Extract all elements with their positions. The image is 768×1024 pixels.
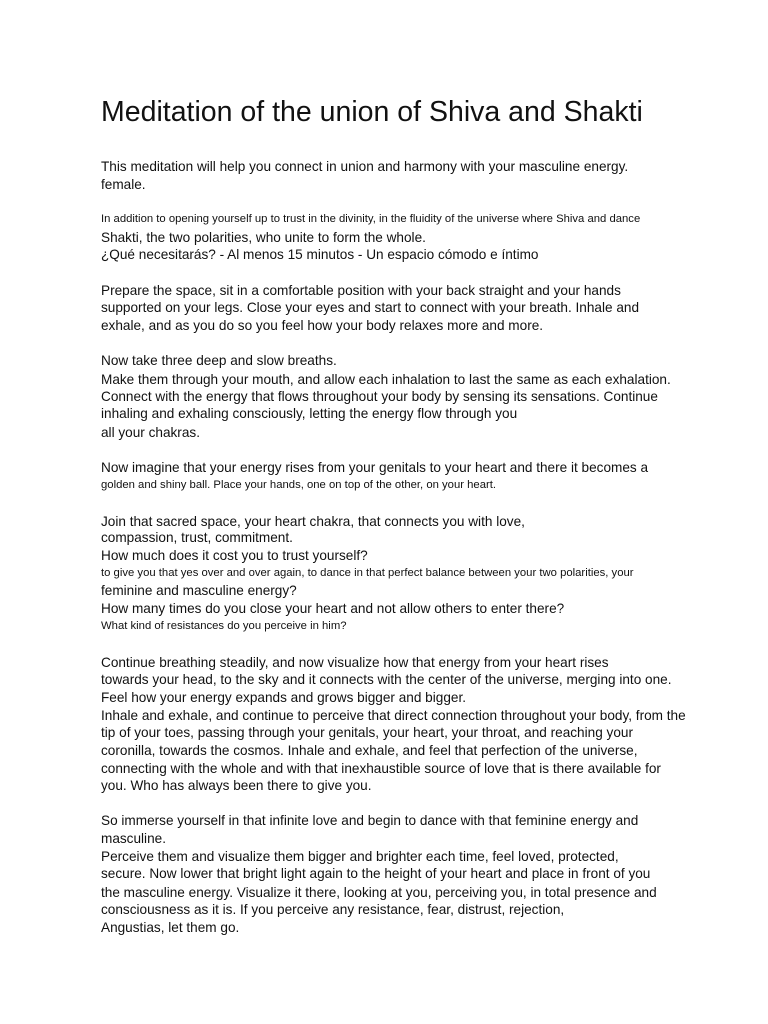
body-text-line: secure. Now lower that bright light again to the height of your heart and place in front of you: [101, 866, 651, 881]
body-text-line: Shakti, the two polarities, who unite to form the whole.: [101, 230, 426, 245]
body-text-line: you. Who has always been there to give you.: [101, 778, 372, 793]
body-text-line: coronilla, towards the cosmos. Inhale and exhale, and feel that perfection of the universe,: [101, 743, 638, 758]
body-text-line: tip of your toes, passing through your genitals, your heart, your throat, and reaching your: [101, 725, 633, 740]
body-text-line: to give you that yes over and over again, to dance in that perfect balance between your two polarities, your: [101, 567, 634, 579]
body-text-line: Inhale and exhale, and continue to perceive that direct connection throughout your body, from the: [101, 708, 686, 723]
body-text-line: Join that sacred space, your heart chakra, that connects you with love,: [101, 514, 525, 529]
document-title: Meditation of the union of Shiva and Shakti: [101, 96, 643, 128]
body-text-line: female.: [101, 177, 146, 192]
body-text-line: Make them through your mouth, and allow each inhalation to last the same as each exhalation.: [101, 372, 671, 387]
body-text-line: exhale, and as you do so you feel how your body relaxes more and more.: [101, 318, 544, 333]
body-text-line: Connect with the energy that flows throughout your body by sensing its sensations. Continue: [101, 389, 658, 404]
body-text-line: How many times do you close your heart and not allow others to enter there?: [101, 601, 565, 616]
body-text-line: feminine and masculine energy?: [101, 583, 297, 598]
body-text-line: This meditation will help you connect in union and harmony with your masculine energy.: [101, 159, 629, 174]
body-text-line: Now take three deep and slow breaths.: [101, 353, 337, 368]
body-text-line: connecting with the whole and with that inexhaustible source of love that is there available for: [101, 761, 661, 776]
body-text-line: So immerse yourself in that infinite love and begin to dance with that feminine energy and: [101, 813, 639, 828]
body-text-line: towards your head, to the sky and it connects with the center of the universe, merging into one.: [101, 672, 672, 687]
body-text-line: consciousness as it is. If you perceive any resistance, fear, distrust, rejection,: [101, 902, 565, 917]
body-text-line: Now imagine that your energy rises from your genitals to your heart and there it becomes a: [101, 460, 649, 475]
body-text-line: Feel how your energy expands and grows bigger and bigger.: [101, 690, 466, 705]
body-text-line: ¿Qué necesitarás? - Al menos 15 minutos - Un espacio cómodo e íntimo: [101, 247, 539, 262]
body-text-line: all your chakras.: [101, 425, 200, 440]
body-text-line: Continue breathing steadily, and now visualize how that energy from your heart rises: [101, 655, 609, 670]
body-text-line: In addition to opening yourself up to trust in the divinity, in the fluidity of the universe where Shiva and dance: [101, 213, 641, 225]
body-text-line: supported on your legs. Close your eyes and start to connect with your breath. Inhale and: [101, 300, 640, 315]
body-text-line: compassion, trust, commitment.: [101, 530, 293, 545]
body-text-line: masculine.: [101, 831, 166, 846]
body-text-line: How much does it cost you to trust yourself?: [101, 548, 368, 563]
body-text-line: golden and shiny ball. Place your hands, one on top of the other, on your heart.: [101, 479, 497, 491]
body-text-line: Angustias, let them go.: [101, 920, 240, 935]
body-text-line: Prepare the space, sit in a comfortable position with your back straight and your hands: [101, 283, 621, 298]
body-text-line: the masculine energy. Visualize it there, looking at you, perceiving you, in total presence and: [101, 885, 657, 900]
body-text-line: Perceive them and visualize them bigger and brighter each time, feel loved, protected,: [101, 849, 619, 864]
body-text-line: inhaling and exhaling consciously, letting the energy flow through you: [101, 406, 518, 421]
body-text-line: What kind of resistances do you perceive in him?: [101, 620, 347, 632]
